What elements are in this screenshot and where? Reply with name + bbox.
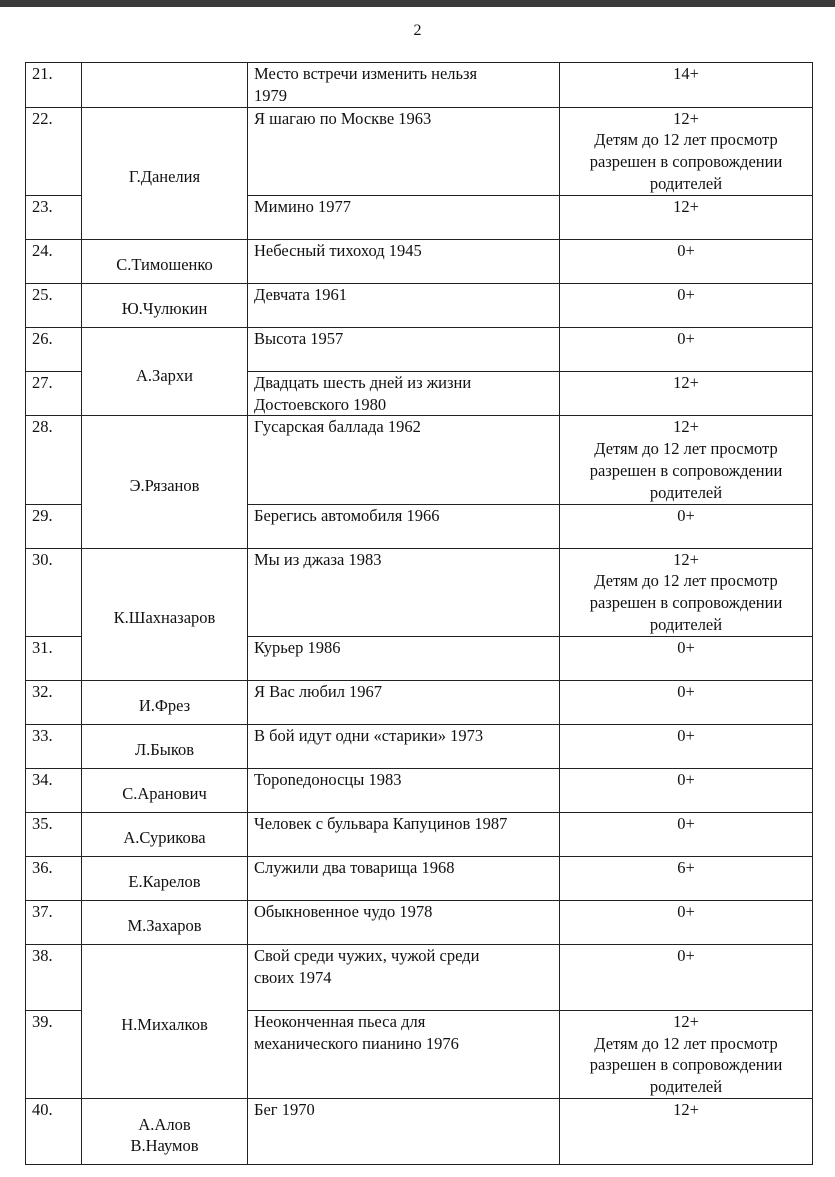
director-cell: [82, 107, 248, 239]
age-note-line: разрешен в сопровождении: [589, 152, 783, 172]
table-row: [26, 548, 813, 636]
film-title-line: В бой идут одни «старики» 1973: [254, 725, 484, 745]
row-number: 23.: [26, 195, 82, 239]
film-title-line: Небесный тихоход 1945: [254, 240, 422, 260]
age-note-line: разрешен в сопровождении: [589, 1055, 783, 1075]
age-note-line: разрешен в сопровождении: [589, 460, 783, 480]
table-row: [26, 724, 813, 768]
age-rating-cell: [560, 812, 813, 856]
row-number: 40.: [26, 1098, 82, 1164]
film-title-cell: [248, 504, 560, 548]
director-cell: [82, 900, 248, 944]
director-name: Ю.Чулюкин: [121, 299, 208, 319]
age-rating: 0+: [677, 945, 695, 965]
film-title-cell: [248, 107, 560, 195]
film-title-cell: [248, 239, 560, 283]
age-rating-cell: [560, 63, 813, 108]
director-cell: [82, 680, 248, 724]
row-number: 34.: [26, 768, 82, 812]
age-rating-cell: [560, 944, 813, 1010]
age-note-line: Детям до 12 лет просмотр: [594, 1033, 778, 1053]
age-rating-cell: [560, 856, 813, 900]
age-rating-cell: [560, 239, 813, 283]
director-cell: [82, 283, 248, 327]
film-title-cell: [248, 283, 560, 327]
film-title-line: Мы из джаза 1983: [254, 549, 382, 569]
film-title-line: своих 1974: [254, 967, 332, 987]
row-number: 28.: [26, 416, 82, 504]
films-table: [25, 62, 813, 1165]
film-title-line: Я Вас любил 1967: [254, 681, 383, 701]
film-title-cell: [248, 371, 560, 416]
table-row: [26, 944, 813, 1010]
age-rating: 0+: [677, 681, 695, 701]
film-title-line: 1979: [254, 85, 287, 105]
age-rating-cell: [560, 283, 813, 327]
age-rating: 6+: [677, 857, 695, 877]
director-cell: [82, 1098, 248, 1164]
row-number: 26.: [26, 327, 82, 371]
film-title-line: Гусарская баллада 1962: [254, 417, 421, 437]
film-title-line: Я шагаю по Москве 1963: [254, 108, 432, 128]
table-row: [26, 416, 813, 504]
age-rating-cell: [560, 636, 813, 680]
films-table-body: [26, 63, 813, 1165]
row-number: 32.: [26, 680, 82, 724]
age-rating-cell: [560, 195, 813, 239]
table-row: [26, 768, 813, 812]
age-rating-cell: [560, 107, 813, 195]
age-rating-cell: [560, 416, 813, 504]
film-title-line: Обыкновенное чудо 1978: [254, 901, 433, 921]
age-note-line: Детям до 12 лет просмотр: [594, 571, 778, 591]
film-title-line: Свой среди чужих, чужой среди: [254, 945, 480, 965]
table-row: [26, 63, 813, 108]
film-title-cell: [248, 636, 560, 680]
row-number: 39.: [26, 1010, 82, 1098]
table-row: [26, 239, 813, 283]
director-name: А.Сурикова: [123, 828, 206, 848]
row-number: 22.: [26, 107, 82, 195]
film-title-cell: [248, 548, 560, 636]
table-row: [26, 812, 813, 856]
film-title-line: Неоконченная пьеса для: [254, 1011, 426, 1031]
director-name: А.Алов: [138, 1114, 191, 1134]
film-title-cell: [248, 768, 560, 812]
row-number: 29.: [26, 504, 82, 548]
director-name: Г.Данелия: [128, 167, 201, 187]
table-row: [26, 283, 813, 327]
film-title-line: Бег 1970: [254, 1099, 315, 1119]
age-rating-cell: [560, 548, 813, 636]
age-rating: 0+: [677, 901, 695, 921]
film-title-line: Тороnедоносцы 1983: [254, 769, 402, 789]
age-rating-cell: [560, 327, 813, 371]
film-title-cell: [248, 416, 560, 504]
age-rating-cell: [560, 724, 813, 768]
age-rating: 12+: [673, 1099, 699, 1119]
age-rating: 0+: [677, 328, 695, 348]
age-rating-cell: [560, 504, 813, 548]
age-note-line: разрешен в сопровождении: [589, 593, 783, 613]
age-rating: 12+: [673, 108, 699, 128]
film-title-line: Место встречи изменить нельзя: [254, 64, 478, 83]
table-row: [26, 856, 813, 900]
age-rating: 12+: [673, 417, 699, 437]
director-name: М.Захаров: [127, 916, 202, 936]
film-title-line: Достоевского 1980: [254, 394, 387, 414]
film-title-line: Курьер 1986: [254, 637, 341, 657]
table-row: [26, 1098, 813, 1164]
age-rating: 0+: [677, 769, 695, 789]
row-number: 25.: [26, 283, 82, 327]
film-title-line: Служили два товарища 1968: [254, 857, 455, 877]
age-rating: 0+: [677, 505, 695, 525]
film-title-cell: [248, 724, 560, 768]
director-name: И.Фрез: [138, 696, 191, 716]
film-title-cell: [248, 856, 560, 900]
row-number: 33.: [26, 724, 82, 768]
age-note-line: родителей: [649, 173, 723, 193]
director-cell: [82, 416, 248, 548]
age-rating-cell: [560, 1010, 813, 1098]
director-cell: [82, 856, 248, 900]
film-title-line: механического пианино 1976: [254, 1033, 459, 1053]
row-number: 21.: [26, 63, 82, 108]
director-name: Н.Михалков: [121, 1015, 208, 1035]
director-name: С.Аранович: [122, 784, 207, 804]
age-rating: 0+: [677, 240, 695, 260]
film-title-cell: [248, 327, 560, 371]
row-number: 38.: [26, 944, 82, 1010]
table-row: [26, 107, 813, 195]
row-number: 37.: [26, 900, 82, 944]
age-rating: 14+: [673, 64, 699, 83]
film-title-cell: [248, 1010, 560, 1098]
age-rating: 0+: [677, 637, 695, 657]
film-title-line: Мимино 1977: [254, 196, 351, 216]
age-rating: 12+: [673, 196, 699, 216]
film-title-cell: [248, 944, 560, 1010]
age-rating: 0+: [677, 813, 695, 833]
film-title-cell: [248, 1098, 560, 1164]
film-title-cell: [248, 63, 560, 108]
table-row: [26, 327, 813, 371]
director-cell: [82, 327, 248, 416]
age-rating-cell: [560, 371, 813, 416]
director-name: Е.Карелов: [128, 872, 201, 892]
age-rating-cell: [560, 1098, 813, 1164]
row-number: 36.: [26, 856, 82, 900]
film-title-line: Человек с бульвара Капуцинов 1987: [254, 813, 508, 833]
film-title-line: Двадцать шесть дней из жизни: [254, 372, 472, 392]
row-number: 31.: [26, 636, 82, 680]
age-note-line: Детям до 12 лет просмотр: [594, 439, 778, 459]
director-name: Л.Быков: [134, 740, 195, 760]
age-rating: 12+: [673, 372, 699, 392]
row-number: 35.: [26, 812, 82, 856]
table-row: [26, 680, 813, 724]
director-name: А.Зархи: [136, 365, 193, 385]
row-number: 24.: [26, 239, 82, 283]
film-title-line: Девчата 1961: [254, 284, 347, 304]
film-title-cell: [248, 195, 560, 239]
film-title-cell: [248, 900, 560, 944]
age-note-line: родителей: [649, 1077, 723, 1097]
age-rating: 0+: [677, 284, 695, 304]
film-title-cell: [248, 680, 560, 724]
director-name: Э.Рязанов: [129, 476, 200, 496]
director-cell: [82, 812, 248, 856]
age-rating: 12+: [673, 1011, 699, 1031]
age-rating-cell: [560, 768, 813, 812]
page-number: 2: [413, 22, 422, 39]
table-row: [26, 900, 813, 944]
age-note-line: родителей: [649, 482, 723, 502]
age-note-line: Детям до 12 лет просмотр: [594, 130, 778, 150]
row-number: 30.: [26, 548, 82, 636]
age-note-line: родителей: [649, 614, 723, 634]
director-cell: [82, 768, 248, 812]
age-rating-cell: [560, 680, 813, 724]
director-name: К.Шахназаров: [113, 608, 216, 628]
age-rating: 12+: [673, 549, 699, 569]
director-cell: [82, 724, 248, 768]
director-cell: [82, 548, 248, 680]
film-title-line: Берегись автомобиля 1966: [254, 505, 440, 525]
director-cell: [82, 239, 248, 283]
top-bar: [0, 0, 835, 7]
film-title-cell: [248, 812, 560, 856]
age-rating: 0+: [677, 725, 695, 745]
director-name: С.Тимошенко: [116, 255, 213, 275]
row-number: 27.: [26, 371, 82, 416]
film-title-line: Высота 1957: [254, 328, 344, 348]
director-cell: [82, 63, 248, 108]
director-cell: [82, 944, 248, 1098]
age-rating-cell: [560, 900, 813, 944]
director-name: В.Наумов: [130, 1136, 199, 1156]
